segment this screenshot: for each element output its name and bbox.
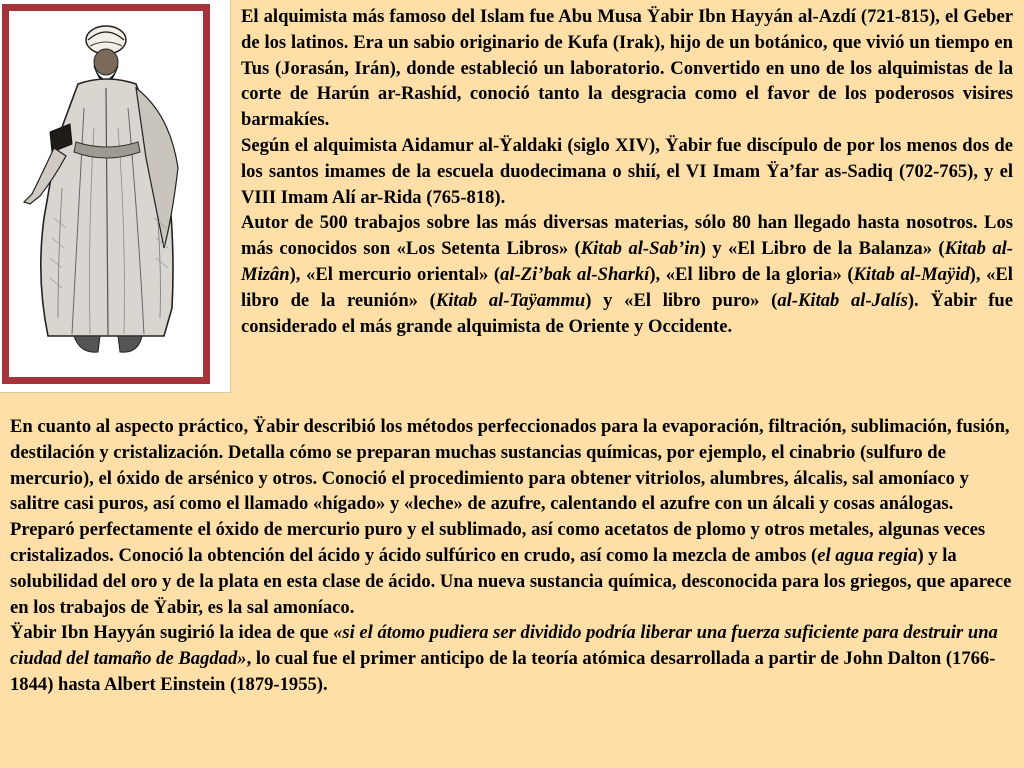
paragraph-2: Según el alquimista Aidamur al-Ÿaldaki (siglo XIV), Ÿabir fue discípulo de por los menos dos de los santos imames de la escuela duodecimana o shií, el VI Imam Ÿa’far as-Sadiq (702-765), y el VIII Imam Alí ar-Rida (765-818). <box>241 134 1013 208</box>
bottom-text-block <box>10 414 1014 698</box>
p4-term-1: el agua regia <box>817 544 918 566</box>
p3-title-3: al-Zi’bak al-Sharkí <box>500 263 650 285</box>
paragraph-1: El alquimista más famoso del Islam fue Abu Musa Ÿabir Ibn Hayyán al-Azdí (721-815), el Geber de los latinos. Era un sabio originario de Kufa (Irak), hijo de un botánico, que vivió un tiempo en Tus (Jorasán, Irán), donde estableció un laboratorio. Convertido en uno de los alquimistas de la corte de Harún ar-Rashíd, conoció tanto la desgracia como el favor de los poderosos visires barmakíes. <box>241 6 1013 131</box>
p3-text-7: ). Ÿabir fue considerado el más grande alquimista de Oriente y Occidente. <box>241 289 1013 337</box>
p3-text-2: ) y «El Libro de la Balanza» ( <box>699 238 945 260</box>
p5-quote: «si el átomo pudiera ser dividido podría liberar una fuerza suficiente para destruir una ciudad del tamaño de Bagdad» <box>10 622 998 670</box>
p3-text-1: Autor de 500 trabajos sobre las más diversas materias, sólo 80 han llegado hasta nosotros. Los más conocidos son «Los Setenta Libros» ( <box>241 212 1013 260</box>
robed-scholar-figure-icon <box>14 18 198 370</box>
p3-title-1: Kitab al-Sab’in <box>580 238 700 260</box>
p3-title-2: Kitab al-Mizân <box>241 238 1013 285</box>
p4-text-1: En cuanto al aspecto práctico, Ÿabir describió los métodos perfeccionados para la evaporación, filtración, sublimación, fusión, destilación y cristalización. Detalla cómo se preparan muchas sustancias químicas, por ejemplo, el cinabrio (sulfuro de mercurio), el óxido de arsénico y otros. Conoció el procedimiento para obtener vitriolos, alumbres, álcalis, sal amoníaco y salitre casi puros, así como el llamado «hígado» y «leche» de azufre, calentando el azufre con un álcali y cosas análogas. Preparó perfectamente el óxido de mercurio puro y el sublimado, así como acetatos de plomo y otros metales, algunas veces cristalizados. Conoció la obtención del ácido y ácido sulfúrico en crudo, así como la mezcla de ambos ( <box>10 416 1010 566</box>
p4-text-2: ) y la solubilidad del oro y de la plata en esta clase de ácido. Una nueva sustancia química, desconocida para los griegos, que aparece en los trabajos de Ÿabir, es la sal amoníaco. <box>10 544 1012 618</box>
p5-text-1: Ÿabir Ibn Hayyán sugirió la idea de que <box>10 622 334 644</box>
p3-text-3: ), «El mercurio oriental» ( <box>289 263 501 285</box>
p3-text-4: ), «El libro de la gloria» ( <box>649 263 854 285</box>
paragraph-4 <box>10 414 1014 620</box>
portrait-frame <box>0 0 231 393</box>
p5-text-2: , lo cual fue el primer anticipo de la teoría atómica desarrollada a partir de John Dalton (1766-1844) hasta Albert Einstein (1879-1955). <box>10 648 996 695</box>
paragraph-3 <box>241 210 1013 339</box>
top-text-block <box>241 4 1013 339</box>
paragraph-5 <box>10 620 1014 697</box>
p3-title-6: al-Kitab al-Jalís <box>777 289 908 311</box>
p3-title-5: Kitab al-Taÿammu <box>435 289 586 311</box>
p3-title-4: Kitab al-Maÿid <box>853 263 970 285</box>
p3-text-5: ), «El libro de la reunión» ( <box>241 263 1013 311</box>
p3-text-6: ) y «El libro puro» ( <box>585 289 778 311</box>
